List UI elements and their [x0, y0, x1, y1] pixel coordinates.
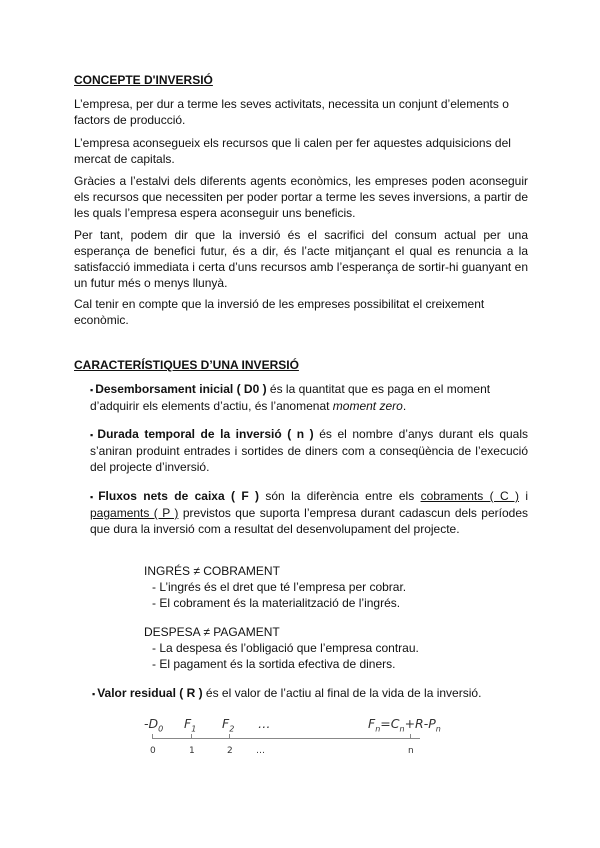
paragraph-2: L’empresa aconsegueix els recursos que li calen per fer aquestes adquisicions del mercat de capitals.	[74, 136, 511, 166]
period-2: 2	[227, 746, 233, 756]
bullet-icon: ▪	[90, 492, 97, 502]
list-item-fluxos	[90, 488, 528, 537]
term-durada: Durada temporal de la inversió ( n )	[97, 427, 314, 441]
section-title-concepte: CONCEPTE D'INVERSIÓ	[74, 73, 213, 87]
period-1: 1	[189, 746, 195, 756]
paragraph-1: L’empresa, per dur a terme les seves activitats, necessita un conjunt d’elements o factors de producció.	[74, 97, 509, 127]
tick-0	[152, 734, 153, 738]
period-dots: …	[256, 746, 265, 756]
despesa-title: DESPESA ≠ PAGAMENT	[144, 625, 280, 639]
bullet-icon: ▪	[90, 385, 94, 395]
section-title-caracteristiques: CARACTERÍSTIQUES D’UNA INVERSIÓ	[74, 358, 299, 372]
list-item-desemborsament	[90, 381, 528, 414]
label-fn-formula: $F_n=C_n+R-P_n$	[368, 716, 441, 734]
term-pagaments: pagaments ( P )	[90, 506, 179, 520]
term-cobraments: cobraments ( C )	[420, 489, 519, 503]
period-0: 0	[150, 746, 156, 756]
item-text: .	[402, 399, 407, 413]
item-text: són la diferència entre els	[259, 489, 421, 503]
ingres-line-2: - El cobrament és la materialització de l’ingrés.	[152, 596, 401, 610]
cash-flow-timeline	[140, 716, 480, 766]
item-text: i	[518, 489, 529, 503]
list-item-durada	[90, 426, 528, 475]
list-item-valor-residual	[92, 685, 530, 702]
term-fluxos: Fluxos nets de caixa ( F )	[98, 489, 260, 503]
item-text: és el valor de l’actiu al final de la vida de la inversió.	[202, 686, 482, 700]
paragraph-5: Cal tenir en compte que la inversió de les empreses possibilitat el creixement econòmic.	[74, 297, 485, 327]
despesa-line-1: - La despesa és l’obligació que l’empresa contrau.	[152, 641, 419, 655]
item-text: previstos que suporta l’empresa durant cadascun dels períodes que dura la inversió com a resultat del desenvolupament del projecte.	[90, 506, 528, 536]
timeline-axis	[152, 738, 420, 739]
label-f2: $F_2$	[222, 716, 235, 734]
bullet-icon: ▪	[92, 689, 96, 699]
ingres-title: INGRÉS ≠ COBRAMENT	[144, 564, 280, 578]
item-text: és el nombre d’anys durant els quals s’aniran produint entrades i sortides de diners com a conseqüència de l’execució del projecte d’inversió.	[90, 427, 529, 474]
ingres-line-1: - L’ingrés és el dret que té l’empresa per cobrar.	[152, 580, 407, 594]
label-d0: $-D_0$	[144, 716, 164, 734]
paragraph-4: Per tant, podem dir que la inversió és el sacrifici del consum actual per una esperança de benefici futur, és a dir, és l’acte mitjançant el qual es renuncia a la satisfacció immediata i certa d’uns recursos amb l’esperança de sortir-hi guanyant en un futur més o menys llunyà.	[74, 228, 528, 290]
tick-2	[229, 734, 230, 738]
tick-n	[410, 734, 411, 738]
emphasis-moment-zero: moment zero	[332, 399, 403, 413]
label-f1: $F_1$	[184, 716, 197, 734]
period-n: n	[408, 746, 414, 756]
tick-1	[191, 734, 192, 738]
paragraph-3: Gràcies a l’estalvi dels diferents agents econòmics, les empreses poden aconseguir els recursos que necessiten per poder portar a terme les seves inversions, a partir de les quals l’empresa espera aconseguir uns beneficis.	[74, 174, 528, 220]
bullet-icon: ▪	[90, 430, 96, 440]
despesa-line-2: - El pagament és la sortida efectiva de diners.	[152, 657, 396, 671]
label-dots: …	[258, 716, 271, 731]
term-valor-residual: Valor residual ( R )	[97, 686, 203, 700]
item-text: és la quantitat que es paga en el moment d’adquirir els elements d’actiu, és l’anomenat	[90, 382, 491, 413]
term-desemborsament: Desemborsament inicial ( D0 )	[95, 382, 267, 396]
